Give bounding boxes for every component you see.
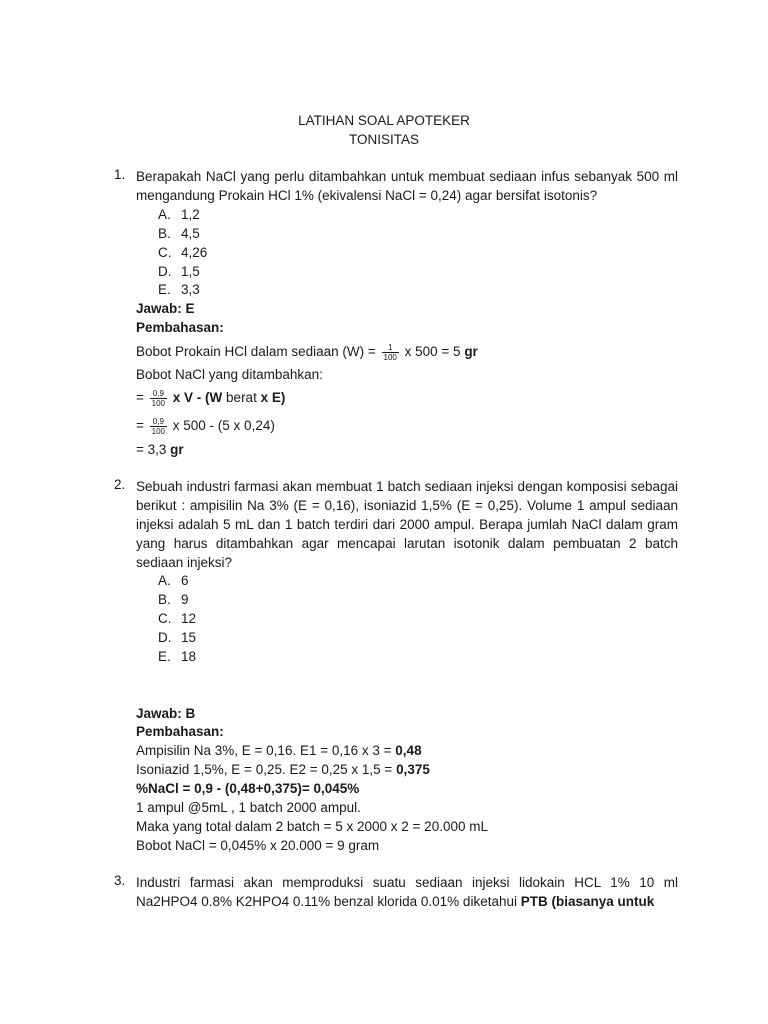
discussion-text: = 3,3 bbox=[136, 442, 167, 457]
option-item bbox=[158, 205, 200, 224]
discussion-line bbox=[136, 760, 430, 779]
discussion-bold: %NaCl = 0,9 - (0,48+0,375)= 0,045% bbox=[136, 781, 360, 796]
option-value: 1,2 bbox=[181, 207, 200, 222]
discussion-bold: gr bbox=[464, 344, 478, 359]
option-letter: E. bbox=[158, 282, 171, 297]
option-value: 18 bbox=[181, 649, 197, 664]
fraction-numerator: 0,9 bbox=[150, 389, 167, 399]
discussion-text: x 500 - (5 x 0,24) bbox=[172, 418, 275, 433]
question-text bbox=[136, 873, 678, 911]
option-letter: A. bbox=[158, 573, 171, 588]
option-value: 6 bbox=[181, 573, 189, 588]
option-value: 4,26 bbox=[181, 245, 208, 260]
option-value: 12 bbox=[181, 611, 197, 626]
discussion-label: Pembahasan: bbox=[136, 320, 224, 335]
discussion-line bbox=[136, 440, 184, 459]
discussion-bold: 0,48 bbox=[395, 743, 422, 758]
discussion-text: Bobot Prokain HCl dalam sediaan (W) = bbox=[136, 344, 376, 359]
discussion-line bbox=[136, 416, 275, 436]
discussion-heading bbox=[136, 722, 224, 741]
option-item bbox=[158, 243, 207, 262]
discussion-bold: x E) bbox=[260, 390, 286, 405]
question-number: 1. bbox=[114, 167, 126, 182]
option-letter: B. bbox=[158, 226, 171, 241]
option-item bbox=[158, 262, 200, 281]
option-item bbox=[158, 280, 200, 299]
question-text: Sebuah industri farmasi akan membuat 1 batch sediaan injeksi dengan komposisi sebagai berikut : ampisilin Na 3% (E = 0,16), isoniazid 1,5% (E = 0,25). Volume 1 ampul sediaan injeksi adalah 5 mL dan 1 batch terdiri dari 2000 ampul. Berapa jumlah NaCl dalam gram yang harus ditambahkan agar mencapai larutan isotonik dalam pembuatan 2 batch sediaan injeksi? bbox=[136, 479, 678, 570]
answer-label: Jawab: B bbox=[136, 706, 196, 721]
answer-label: Jawab: E bbox=[136, 301, 195, 316]
option-value: 3,3 bbox=[181, 282, 200, 297]
option-item bbox=[158, 647, 196, 666]
option-letter: D. bbox=[158, 264, 172, 279]
discussion-text: Ampisilin Na 3%, E = 0,16. E1 = 0,16 x 3 = bbox=[136, 743, 392, 758]
question-text: Berapakah NaCl yang perlu ditambahkan untuk membuat sediaan infus sebanyak 500 ml mengandung Prokain HCl 1% (ekivalensi NaCl = 0,24) agar bersifat isotonis? bbox=[136, 169, 678, 203]
option-item bbox=[158, 628, 196, 647]
discussion-text: Isoniazid 1,5%, E = 0,25. E2 = 0,25 x 1,5 = bbox=[136, 762, 393, 777]
fraction-denominator: 100 bbox=[383, 352, 397, 362]
option-value: 4,5 bbox=[181, 226, 200, 241]
fraction-numerator: 0,9 bbox=[150, 417, 167, 427]
option-letter: C. bbox=[158, 245, 172, 260]
discussion-bold: x V - (W bbox=[172, 390, 223, 405]
discussion-line: Bobot NaCl yang ditambahkan: bbox=[136, 367, 323, 382]
discussion-text: = bbox=[136, 390, 144, 405]
option-letter: D. bbox=[158, 630, 172, 645]
option-value: 9 bbox=[181, 592, 189, 607]
option-letter: B. bbox=[158, 592, 171, 607]
question-text-bold: PTB (biasanya untuk bbox=[520, 894, 655, 909]
fraction bbox=[382, 343, 399, 362]
document-subtitle: TONISITAS bbox=[348, 132, 419, 147]
discussion-text: berat bbox=[226, 390, 257, 405]
discussion-label: Pembahasan: bbox=[136, 724, 224, 739]
discussion-line bbox=[136, 741, 422, 760]
option-item bbox=[158, 571, 189, 590]
question-number: 2. bbox=[114, 477, 126, 492]
question-text-plain: Industri farmasi akan memproduksi suatu sediaan injeksi lidokain HCL 1% 10 ml Na2HPO4 0.8% K2HPO4 0.11% benzal klorida 0.01% diketahui bbox=[136, 875, 678, 909]
option-item bbox=[158, 224, 200, 243]
question-number: 3. bbox=[114, 873, 126, 888]
document-title: LATIHAN SOAL APOTEKER bbox=[298, 113, 470, 128]
discussion-bold: 0,375 bbox=[396, 762, 430, 777]
discussion-line: 1 ampul @5mL , 1 batch 2000 ampul. bbox=[136, 800, 361, 815]
discussion-line bbox=[136, 779, 359, 798]
fraction-denominator: 100 bbox=[151, 398, 166, 408]
option-value: 1,5 bbox=[181, 264, 200, 279]
discussion-line: Bobot NaCl = 0,045% x 20.000 = 9 gram bbox=[136, 838, 380, 853]
answer-line bbox=[136, 299, 195, 318]
discussion-bold: gr bbox=[170, 442, 184, 457]
option-letter: A. bbox=[158, 207, 171, 222]
answer-line bbox=[136, 704, 195, 723]
option-letter: E. bbox=[158, 649, 171, 664]
fraction bbox=[150, 417, 167, 436]
discussion-heading bbox=[136, 318, 224, 337]
option-item bbox=[158, 590, 189, 609]
discussion-line bbox=[136, 342, 478, 362]
discussion-text: x 500 = 5 bbox=[404, 344, 461, 359]
discussion-line bbox=[136, 388, 285, 408]
option-letter: C. bbox=[158, 611, 172, 626]
option-value: 15 bbox=[181, 630, 197, 645]
fraction-numerator: 1 bbox=[382, 343, 399, 353]
discussion-text: = bbox=[136, 418, 144, 433]
fraction bbox=[150, 389, 167, 408]
discussion-line: Maka yang total dalam 2 batch = 5 x 2000 x 2 = 20.000 mL bbox=[136, 819, 488, 834]
option-item bbox=[158, 609, 196, 628]
fraction-denominator: 100 bbox=[151, 426, 166, 436]
